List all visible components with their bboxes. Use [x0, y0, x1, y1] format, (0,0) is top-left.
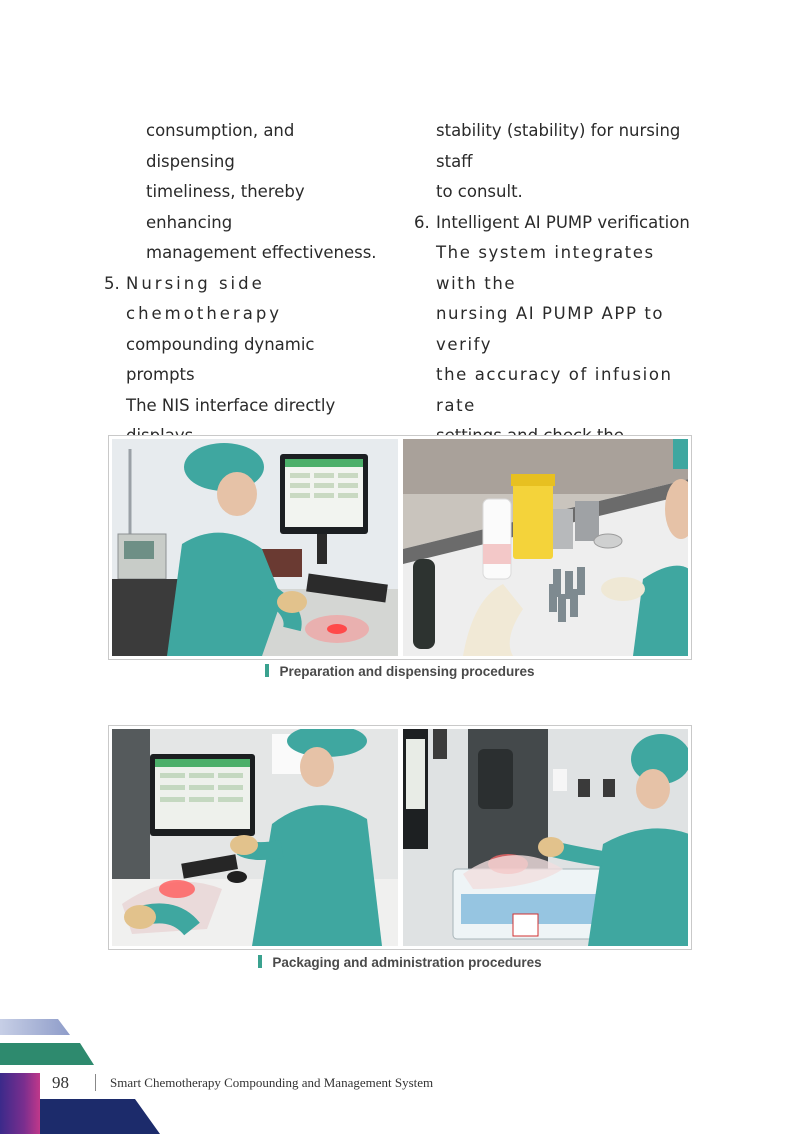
- text-line: consumption, and dispensing: [146, 121, 295, 171]
- photo-frame-preparation: [108, 435, 692, 660]
- caption-marker-icon: [258, 955, 262, 968]
- text-line: The system integrates with the: [436, 243, 655, 293]
- text-line: the accuracy of infusion rate: [436, 365, 673, 415]
- photo-frame-packaging: [108, 725, 692, 950]
- text-line: management effectiveness.: [146, 243, 377, 262]
- item-5-heading: [104, 269, 386, 330]
- running-footer-title: Smart Chemotherapy Compounding and Management System: [110, 1075, 434, 1090]
- text-line: to consult.: [436, 182, 523, 201]
- item-heading-cont: compounding dynamic prompts: [126, 334, 315, 384]
- item-heading: Intelligent AI PUMP verification: [436, 212, 690, 232]
- text-line: stability (stability) for nursing staff: [436, 121, 681, 171]
- photo-nurse-at-workstation: [112, 439, 398, 656]
- item-number: 6.: [414, 212, 430, 232]
- footer-divider: [95, 1074, 96, 1091]
- item-heading: Nursing side chemotherapy: [126, 273, 283, 323]
- photo-nurse-scanning-packages: [112, 729, 398, 946]
- item-number: 5.: [104, 273, 120, 293]
- text-line: timeliness, thereby enhancing: [146, 182, 305, 232]
- item-6-heading: [414, 208, 694, 239]
- figure-caption-packaging: Packaging and administration procedures: [0, 955, 800, 970]
- figure-caption-preparation: Preparation and dispensing procedures: [0, 664, 800, 679]
- page-number: 98: [52, 1073, 69, 1092]
- text-line: nursing AI PUMP APP to verify: [436, 304, 665, 354]
- photo-nurse-packing-bags: [403, 729, 688, 946]
- text-line: The NIS interface directly: [126, 395, 336, 415]
- photo-hood-compounding: [403, 439, 688, 656]
- caption-marker-icon: [265, 664, 269, 677]
